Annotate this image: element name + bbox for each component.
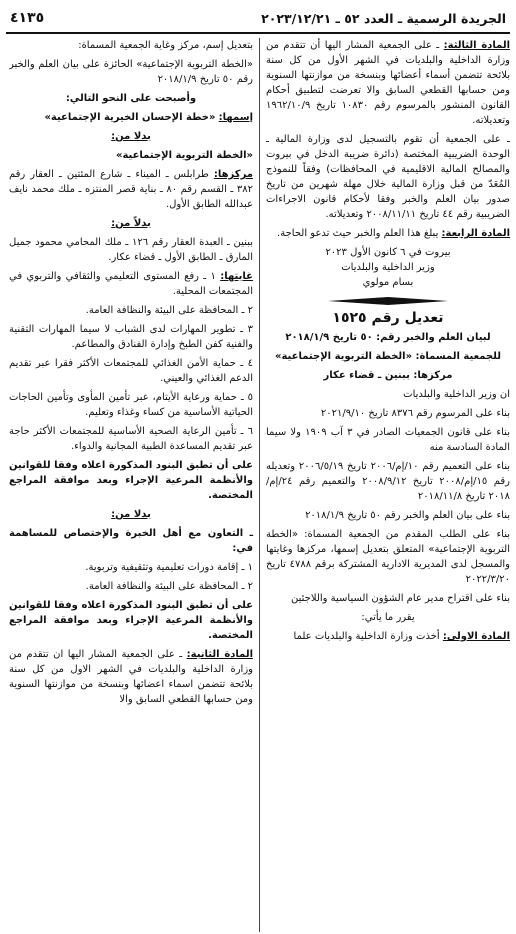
old-name: «الخطة التربوية الإجتماعية» bbox=[115, 150, 253, 161]
new-name bbox=[9, 110, 253, 125]
ornament-line-icon bbox=[328, 296, 448, 306]
goals-condition: على أن تطبق البنود المذكورة اعلاه وفقا للقوانين والأنظمة المرعية الإجراء وبعد موافقة المراجع المختصة. bbox=[9, 460, 253, 501]
divider-ornament bbox=[266, 296, 510, 306]
article-1-label: المادة الاولى: bbox=[442, 631, 510, 642]
goals-label: غايتها: bbox=[220, 271, 253, 282]
article-1 bbox=[266, 629, 510, 644]
amendment-subtitle-1: لبيان العلم والخبر رقم: ٥٠ تاريخ ٢٠١٨/١/٩ bbox=[285, 332, 491, 343]
whereas-1: بناء على المرسوم رقم ٨٣٧٦ تاريخ ٢٠٢١/٩/١٠ bbox=[320, 408, 510, 419]
goals-3: ٣ ـ تطوير المهارات لدى الشباب لا سيما المهارات التقنية والفنية كفن الطبخ وإدارة الفنادق والمطاعم. bbox=[9, 324, 253, 350]
article-2-label: المادة الثانية: bbox=[186, 649, 253, 660]
right-column bbox=[260, 38, 510, 932]
decides-line: يقرر ما يأتي: bbox=[361, 612, 415, 623]
article-3-label: المادة الثالثة: bbox=[443, 40, 510, 51]
new-seat-text: طرابلس ـ الميناء ـ شارع المئتين ـ العقار رقم ٣٨٢ ـ القسم رقم ٨٠ ـ بناية قصر المنتزه ـ ملك محمد نايف عبدالله الطابق الأول. bbox=[9, 169, 253, 210]
columns bbox=[6, 38, 510, 932]
goals-1-text: ١ ـ رفع المستوى التعليمي والثقافي والتربوي في المجتمعات المحلية. bbox=[9, 271, 253, 297]
old-seat: ببنين ـ العبدة العقار رقم ١٢٦ ـ ملك المحامي محمود جميل المارق ـ الطابق الأول ـ قضاء عكار. bbox=[9, 237, 254, 263]
old-goals-condition: على أن تطبق البنود المذكورة اعلاه وفقا للقوانين والأنظمة المرعية الإجراء وبعد موافقة المراجع المختصة. bbox=[9, 600, 253, 641]
instead-of-2: بدلاً من: bbox=[111, 218, 151, 229]
amendment-title: تعديل رقم ١٥٢٥ bbox=[332, 310, 444, 326]
whereas-5: بناء على الطلب المقدم من الجمعية المسماة: «الخطة التربوية الإجتماعية» المتعلق بتعديل إسمها، مركزها وغايتها والمسجل لدى المديرية الادارية المشتركة برقم ٤٧٨٨ تاريخ ٢٠٢٢/٣/٢٠ bbox=[266, 529, 510, 585]
page-number: ٤١٣٥ bbox=[10, 10, 45, 26]
goals-4: ٤ ـ حماية الأمن الغذائي للمجتمعات الأكثر فقرا عبر تقديم الدعم الغذائي والعيني. bbox=[9, 358, 253, 384]
goals-2: ٢ ـ المحافظة على البيئة والنظافة العامة. bbox=[85, 305, 253, 316]
signature-name: بسام مولوي bbox=[362, 277, 414, 288]
article-3-paragraph-2: ـ على الجمعية أن تقوم بالتسجيل لدى وزارة المالية ـ الوحدة الضريبية المختصة (دائرة ضريبة الدخل في بيروت والمصالح المالية الاقليمية في المحافظات) وفقاً للنموذج المُعَدّ من قبل وزارة المالية خلال مهلة شهرين من تاريخ صدور بيان العلم والخبر وفقا لأحكام قانون الاجراءات الضريبية رقم ٤٤ تاريخ ٢٠٠٨/١١/١١ وتعديلاته. bbox=[266, 134, 510, 220]
whereas-3: بناء على التعميم رقم ١٠/إم/٢٠٠٦ تاريخ ٢٠٠٦/٥/١٩ وتعديله رقم ١٥/إم/٢٠٠٨ تاريخ ٢٠٠٨/٩/١٢ والتعميم رقم ٢٤/إم/٢٠١٨ تاريخ ٢٠١٨/١١/٨ bbox=[266, 461, 510, 502]
goals-5: ٥ ـ حماية ورعاية الأيتام، عبر تأمين المأوى وتأمين الحاجات الحياتية الأساسية من كساء وغذاء وتعليم. bbox=[9, 392, 253, 418]
signature-title: وزير الداخلية والبلديات bbox=[341, 262, 435, 273]
article-4 bbox=[266, 226, 510, 241]
goals-6: ٦ ـ تأمين الرعاية الصحية الأساسية للمجتمعات الأكثر حاجة عبر تقديم المساعدة الطبية المجانية والدواء. bbox=[9, 426, 253, 452]
gazette-title: الجريدة الرسمية ـ العدد ٥٢ ـ ٢٠٢٣/١٢/٢١ bbox=[261, 10, 506, 26]
old-goals-1: ١ ـ إقامة دورات تعليمية وتثقيفية وتربوية. bbox=[85, 562, 253, 573]
whereas-2: بناء على قانون الجمعيات الصادر في ٣ آب ١٩٠٩ ولا سيما المادة السادسة منه bbox=[266, 427, 510, 453]
instead-of-3: بدلا من: bbox=[111, 509, 151, 520]
new-name-text: «خطة الإحسان الخيرية الإجتماعية» bbox=[44, 112, 216, 123]
became-line: وأصبحت على النحو التالي: bbox=[65, 93, 197, 104]
amend-assoc: «الخطة التربوية الإجتماعية» الحائزة على بيان العلم والخبر رقم ٥٠ تاريخ ٢٠١٨/١/٩ bbox=[9, 59, 253, 85]
article-2 bbox=[9, 647, 253, 707]
amend-intro: بتعديل إسم، مركز وغاية الجمعية المسماة: bbox=[78, 40, 253, 51]
article-3 bbox=[266, 38, 510, 128]
signature-date: بيروت في ٦ كانون الأول ٢٠٢٣ bbox=[325, 247, 451, 258]
header-rule bbox=[6, 32, 510, 34]
amendment-subtitle-2: للجمعية المسماة: «الخطة التربوية الإجتماعية» bbox=[275, 351, 501, 362]
page-header bbox=[6, 6, 510, 30]
whereas-4: بناء على بيان العلم والخبر رقم ٥٠ تاريخ ٢٠١٨/١/٩ bbox=[305, 510, 510, 521]
new-seat bbox=[9, 167, 253, 212]
new-seat-label: مركزها: bbox=[213, 169, 253, 180]
minister-line: ان وزير الداخلية والبلديات bbox=[403, 389, 510, 400]
article-3-text: ـ على الجمعية المشار اليها أن تتقدم من وزارة الداخلية والبلديات في الشهر الأول من كل سنة بلائحة تتضمن أسماء أعضائها وبنسخة من موازنتها السنوية ومن حسابها القطعي السابق والا تعرضت لتطبيق أحكام القانون المنشور بالمرسوم رقم ١٠٨٣٠ تاريخ ١٩٦٢/١٠/٩ وتعديلاته. bbox=[266, 40, 510, 126]
article-2-text: ـ على الجمعية المشار اليها ان تتقدم من وزارة الداخلية والبلديات في الشهر الاول من كل سنة بلائحة تتضمن اسماء اعضائها وبنسخة من موازنتها السنوية ومن حسابها القطعي السابق والا bbox=[9, 649, 253, 705]
article-4-text: يبلغ هذا العلم والخبر حيث تدعو الحاجة. bbox=[277, 228, 439, 239]
article-4-label: المادة الرابعة: bbox=[441, 228, 510, 239]
signature-block bbox=[266, 245, 510, 290]
old-goals-2: ٢ ـ المحافظة على البيئة والنظافة العامة. bbox=[85, 581, 253, 592]
amendment-subtitle-3: مركزها: ببنين ـ قضاء عكار bbox=[323, 370, 453, 381]
article-1-text: أخذت وزارة الداخلية والبلديات علما bbox=[293, 631, 440, 642]
old-goals-intro: ـ التعاون مع أهل الخبرة والإختصاص للمساهمة في: bbox=[9, 528, 253, 554]
whereas-6: بناء على اقتراح مدير عام الشؤون السياسية واللاجئين bbox=[291, 593, 510, 604]
instead-of-1: بدلا من: bbox=[111, 131, 151, 142]
left-column bbox=[9, 38, 259, 932]
new-name-label: إسمها: bbox=[218, 112, 253, 123]
goals-1 bbox=[9, 269, 253, 299]
